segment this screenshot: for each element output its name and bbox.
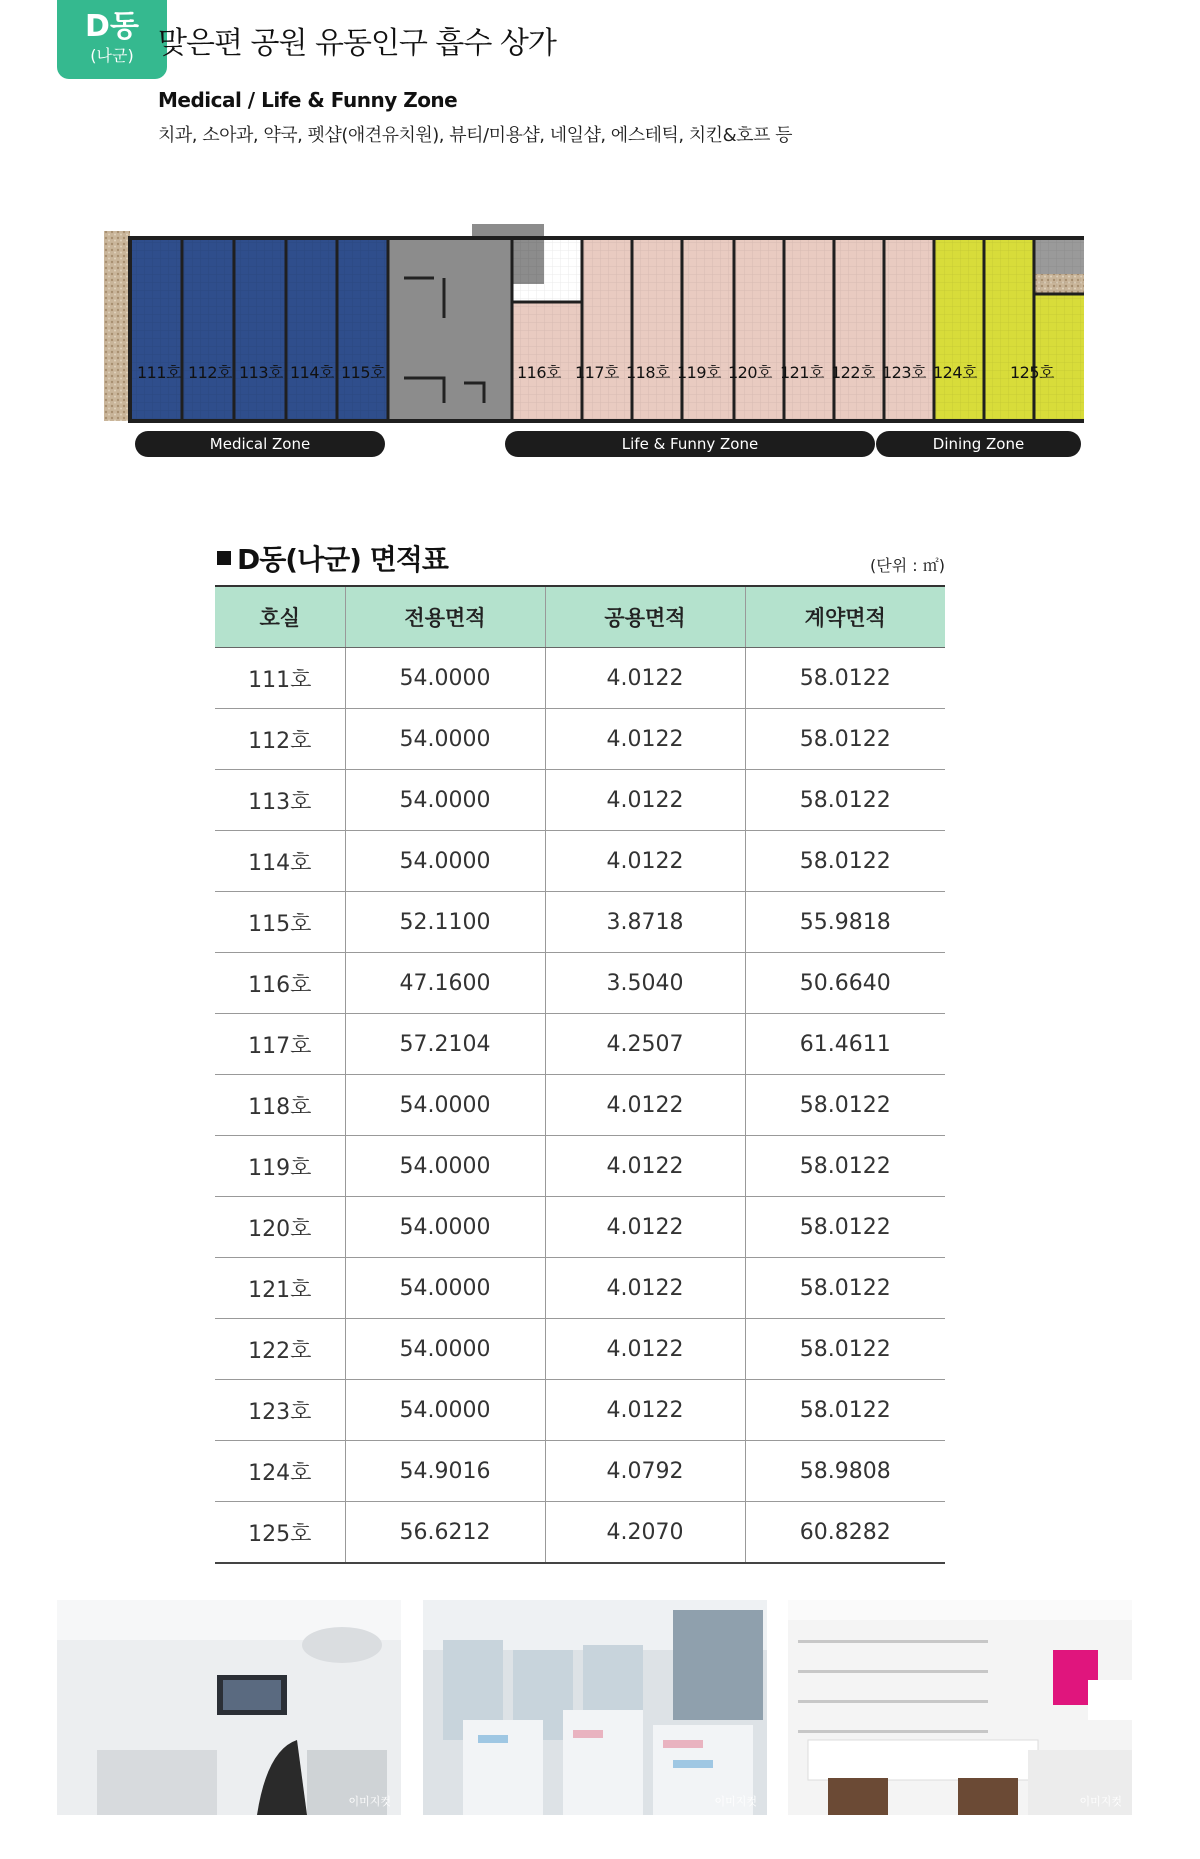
cell-contract-area: 58.0122 — [745, 1197, 945, 1258]
table-unit: (단위 : ㎡) — [870, 556, 945, 575]
cell-common-area: 4.0122 — [545, 1258, 745, 1319]
cell-exclusive-area: 54.0000 — [345, 1075, 545, 1136]
table-row — [215, 1441, 945, 1502]
table-row — [215, 1014, 945, 1075]
cell-exclusive-area: 47.1600 — [345, 953, 545, 1014]
table-row — [215, 1136, 945, 1197]
cell-exclusive-area: 54.0000 — [345, 1380, 545, 1441]
cell-unit: 125호 — [215, 1502, 345, 1564]
cell-contract-area: 58.0122 — [745, 831, 945, 892]
unit-label-122: 122호 — [831, 363, 875, 382]
cell-exclusive-area: 52.1100 — [345, 892, 545, 953]
table-row — [215, 892, 945, 953]
badge-main: D동 — [85, 9, 139, 44]
cell-exclusive-area: 54.0000 — [345, 770, 545, 831]
cell-unit: 117호 — [215, 1014, 345, 1075]
table-row — [215, 648, 945, 709]
cell-common-area: 4.0792 — [545, 1441, 745, 1502]
building-badge — [57, 0, 167, 79]
cell-common-area: 4.0122 — [545, 1319, 745, 1380]
photo-caption: 이미지컷 — [348, 1795, 391, 1808]
unit-label-123: 123호 — [882, 363, 926, 382]
table-row — [215, 1380, 945, 1441]
cell-contract-area: 58.0122 — [745, 770, 945, 831]
unit-label-112: 112호 — [188, 363, 232, 382]
cell-common-area: 4.0122 — [545, 770, 745, 831]
unit-label-124: 124호 — [933, 363, 977, 382]
table-row — [215, 831, 945, 892]
cell-exclusive-area: 54.0000 — [345, 648, 545, 709]
unit-label-118: 118호 — [626, 363, 670, 382]
cell-exclusive-area: 54.9016 — [345, 1441, 545, 1502]
unit-label-121: 121호 — [780, 363, 824, 382]
page-title: 맞은편 공원 유동인구 흡수 상가 — [158, 26, 556, 61]
cell-common-area: 4.0122 — [545, 648, 745, 709]
cell-common-area: 4.0122 — [545, 1197, 745, 1258]
tenant-description: 치과, 소아과, 약국, 펫샵(애견유치원), 뷰티/미용샵, 네일샵, 에스테틱, 치킨&호프 등 — [158, 125, 792, 146]
unit-label-111: 111호 — [137, 363, 181, 382]
cell-unit: 112호 — [215, 709, 345, 770]
photo-nail-salon — [788, 1600, 1132, 1815]
zone-pill-life: Life & Funny Zone — [505, 431, 875, 457]
table-title-text: D동(나군) 면적표 — [237, 543, 448, 576]
cell-contract-area: 58.9808 — [745, 1441, 945, 1502]
table-row — [215, 1502, 945, 1564]
unit-label-113: 113호 — [239, 363, 283, 382]
unit-label-120: 120호 — [728, 363, 772, 382]
plan-stone-edge-left — [104, 231, 130, 421]
cell-common-area: 3.5040 — [545, 953, 745, 1014]
cell-common-area: 4.0122 — [545, 1380, 745, 1441]
col-header-exclusive: 전용면적 — [345, 586, 545, 648]
cell-unit: 121호 — [215, 1258, 345, 1319]
cell-contract-area: 58.0122 — [745, 1075, 945, 1136]
cell-unit: 111호 — [215, 648, 345, 709]
floor-plan-drawing — [104, 218, 1084, 458]
col-header-contract: 계약면적 — [745, 586, 945, 648]
table-title — [217, 538, 448, 578]
cell-exclusive-area: 54.0000 — [345, 1319, 545, 1380]
col-header-common: 공용면적 — [545, 586, 745, 648]
unit-label-114: 114호 — [290, 363, 334, 382]
cell-exclusive-area: 57.2104 — [345, 1014, 545, 1075]
cell-contract-area: 58.0122 — [745, 1380, 945, 1441]
cell-contract-area: 60.8282 — [745, 1502, 945, 1564]
photo-dental-clinic — [57, 1600, 401, 1815]
cell-exclusive-area: 56.6212 — [345, 1502, 545, 1564]
photo-caption: 이미지컷 — [714, 1795, 757, 1808]
cell-exclusive-area: 54.0000 — [345, 831, 545, 892]
cell-unit: 119호 — [215, 1136, 345, 1197]
cell-contract-area: 58.0122 — [745, 709, 945, 770]
unit-label-117: 117호 — [575, 363, 619, 382]
photo-pharmacy — [423, 1600, 767, 1815]
cell-unit: 124호 — [215, 1441, 345, 1502]
table-row — [215, 1258, 945, 1319]
badge-sub: (나군) — [90, 46, 134, 65]
unit-label-125: 125호 — [1010, 363, 1054, 382]
cell-contract-area: 58.0122 — [745, 1319, 945, 1380]
col-header-unit: 호실 — [215, 586, 345, 648]
floor-plan — [104, 218, 1084, 458]
table-row — [215, 1075, 945, 1136]
cell-unit: 116호 — [215, 953, 345, 1014]
cell-common-area: 4.0122 — [545, 1136, 745, 1197]
cell-contract-area: 61.4611 — [745, 1014, 945, 1075]
cell-unit: 114호 — [215, 831, 345, 892]
table-row — [215, 1319, 945, 1380]
cell-common-area: 4.2507 — [545, 1014, 745, 1075]
zone-subtitle: Medical / Life & Funny Zone — [158, 88, 458, 112]
unit-label-116: 116호 — [517, 363, 561, 382]
cell-common-area: 4.0122 — [545, 709, 745, 770]
cell-unit: 122호 — [215, 1319, 345, 1380]
table-row — [215, 1197, 945, 1258]
cell-exclusive-area: 54.0000 — [345, 1197, 545, 1258]
title-square-icon — [217, 551, 231, 565]
cell-exclusive-area: 54.0000 — [345, 1136, 545, 1197]
cell-unit: 113호 — [215, 770, 345, 831]
cell-common-area: 4.0122 — [545, 831, 745, 892]
cell-contract-area: 58.0122 — [745, 1136, 945, 1197]
cell-exclusive-area: 54.0000 — [345, 1258, 545, 1319]
cell-common-area: 3.8718 — [545, 892, 745, 953]
cell-unit: 120호 — [215, 1197, 345, 1258]
area-table — [215, 585, 945, 1564]
table-row — [215, 770, 945, 831]
zone-pill-dining: Dining Zone — [876, 431, 1081, 457]
cell-unit: 115호 — [215, 892, 345, 953]
cell-unit: 123호 — [215, 1380, 345, 1441]
cell-contract-area: 58.0122 — [745, 648, 945, 709]
cell-unit: 118호 — [215, 1075, 345, 1136]
unit-label-115: 115호 — [341, 363, 385, 382]
cell-exclusive-area: 54.0000 — [345, 709, 545, 770]
table-row — [215, 709, 945, 770]
cell-contract-area: 58.0122 — [745, 1258, 945, 1319]
cell-contract-area: 55.9818 — [745, 892, 945, 953]
cell-common-area: 4.0122 — [545, 1075, 745, 1136]
cell-contract-area: 50.6640 — [745, 953, 945, 1014]
zone-pill-medical: Medical Zone — [135, 431, 385, 457]
unit-label-119: 119호 — [677, 363, 721, 382]
cell-common-area: 4.2070 — [545, 1502, 745, 1564]
table-header-row — [215, 586, 945, 648]
table-row — [215, 953, 945, 1014]
photo-caption: 이미지컷 — [1079, 1795, 1122, 1808]
